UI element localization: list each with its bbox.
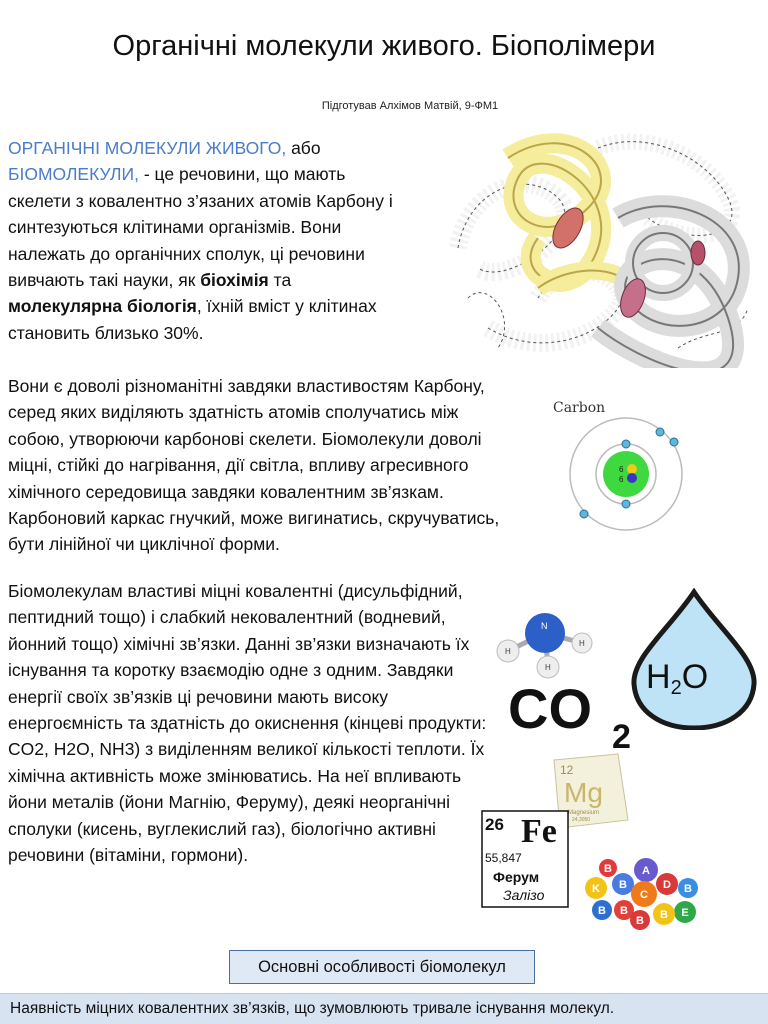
svg-text:H2O: H2O xyxy=(646,658,709,699)
term-biochemistry: біохімія xyxy=(200,270,269,291)
svg-text:55,847: 55,847 xyxy=(485,851,522,865)
hydrogen-label: H xyxy=(579,639,585,648)
carbon-label: Carbon xyxy=(553,400,606,416)
text-fragment: або xyxy=(286,138,321,158)
svg-text:Ферум: Ферум xyxy=(493,869,540,885)
term-biomolecules: БІОМОЛЕКУЛИ, xyxy=(8,164,139,185)
biomolecule-features-button[interactable]: Основні особливості біомолекул xyxy=(229,950,535,984)
svg-text:A: A xyxy=(642,865,650,877)
vitamins-image xyxy=(578,854,708,936)
protons-count: 6 xyxy=(619,465,624,474)
svg-text:D: D xyxy=(663,879,671,891)
iron-tile-image xyxy=(481,810,569,908)
neutrons-count: 6 xyxy=(619,475,624,484)
carbon-paragraph: Вони є доволі різноманітні завдяки властивостям Карбону, серед яких виділяють здатність атомів сполучатись між собою, утворюючи карбонові скелети. Біомолекули доволі міцні, стійкі до нагрівання, дії світла, впливу агресивного хімічного середовища завдяки ковалентним зв’язкам. Карбоновий каркас гнучкий, може вигинатись, скручуватись, бути лінійної чи циклічної форми. xyxy=(8,376,500,555)
feature-banner: Наявність міцних ковалентних зв’язків, що зумовлюють тривале існування молекул. xyxy=(0,993,768,1024)
hydrogen-label: H xyxy=(545,663,551,672)
svg-text:2: 2 xyxy=(612,718,631,752)
svg-text:B: B xyxy=(619,879,627,891)
svg-text:Mg: Mg xyxy=(564,777,603,808)
intro-paragraph xyxy=(8,135,408,346)
svg-text:B: B xyxy=(636,915,644,927)
author-line: Підготував Алхімов Матвій, 9-ФМ1 xyxy=(321,100,499,112)
co2-image xyxy=(508,672,654,752)
hydrogen-label: H xyxy=(505,647,511,656)
svg-text:E: E xyxy=(681,907,689,919)
svg-text:Fe: Fe xyxy=(521,813,557,850)
svg-text:B: B xyxy=(604,863,612,875)
svg-text:C: C xyxy=(640,889,648,901)
bonds-paragraph: Біомолекулам властиві міцні ковалентні (дисульфідний, пептидний тощо) і слабкий нековалентний (водневий, йонний тощо) хімічні зв’язки. Данні зв’язки визначають їх існування та коротку взаємодію одне з одним. Завдяки енергії своїх зв’язків ці речовини мають високу енергоємність та здатність до окиснення (кінцеві продукти: CO2, H2O, NH3) з виділенням великої кількості теплоти. Їх хімічна активність може змінюватись. На неї впливають йони металів (йони Магнію, Феруму), деякі неорганічні сполуки (кисень, вуглекислий газ), біологічно активні речовини (вітаміни, гормони). xyxy=(8,581,487,866)
svg-text:K: K xyxy=(592,883,600,895)
carbon-atom-diagram xyxy=(548,392,698,572)
text-fragment: - це речовини, що мають скелети з ковалентно з’язаних атомів Карбону і синтезуються клітинами організмів. Вони належать до органічних сполук, ці речовини вивчають такі науки, як xyxy=(8,164,393,291)
svg-text:26: 26 xyxy=(485,815,504,834)
svg-text:B: B xyxy=(598,905,606,917)
svg-text:B: B xyxy=(684,883,692,895)
text-fragment: , їхній вміст у клітинах становить близько 30%. xyxy=(8,296,377,343)
svg-text:B: B xyxy=(660,909,668,921)
svg-text:24,3050: 24,3050 xyxy=(572,817,591,823)
svg-text:CO: CO xyxy=(508,677,592,740)
svg-text:12: 12 xyxy=(560,763,574,777)
svg-text:Magnesium: Magnesium xyxy=(568,810,600,816)
term-organic-molecules: ОРГАНІЧНІ МОЛЕКУЛИ ЖИВОГО, xyxy=(8,138,287,158)
text-fragment: та xyxy=(268,270,292,291)
svg-text:B: B xyxy=(620,905,628,917)
svg-text:Залізо: Залізо xyxy=(503,887,545,903)
nitrogen-label: N xyxy=(541,621,548,631)
protein-structure-image xyxy=(448,128,754,368)
term-molecular-biology: молекулярна біологія xyxy=(8,296,197,317)
page-title: Органічні молекули живого. Біополімери xyxy=(112,30,656,62)
